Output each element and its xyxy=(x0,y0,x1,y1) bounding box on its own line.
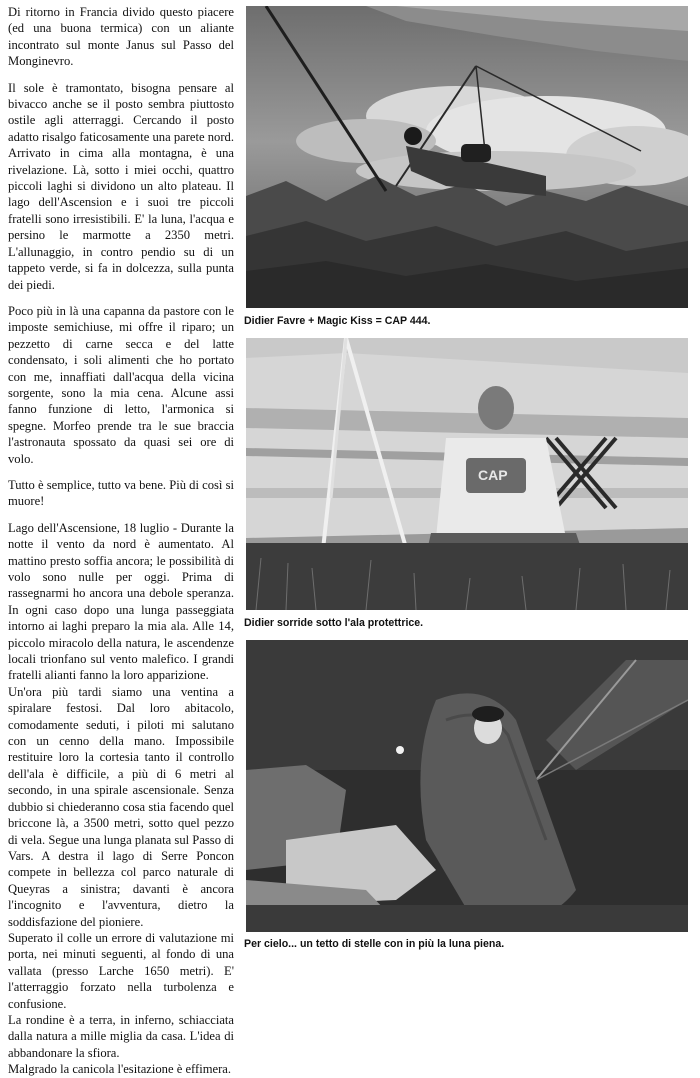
paragraph-2: Il sole è tramontato, bisogna pensare al bivacco anche se il posto sembra piuttosto ostile agli atterraggi. Cercando il posto adatto risalgo faticosamente una parete nord. Arrivato in cima alla montagna, è una rivelazione. Là, sotto i miei occhi, quattro piccoli laghi si dividono un alto plateau. Il lago dell'Ascension e i suoi tre piccoli fratelli sono irresistibili. E' la luna, l'acqua e persino le marmotte a 2350 metri. L'allunaggio, in contro pendio su di un tappeto verde, si fa in dolcezza, sulla punta dei piedi. xyxy=(8,80,234,292)
paragraph-5: Lago dell'Ascensione, 18 luglio - Durante la notte il vento da nord è aumentato. Al mattino presto soffia ancora; le possibilità di volo sono nulle per oggi. Prima di rassegnarmi ho ancora una debole speranza. In ogni caso dopo una lunga passeggiata intorno ai laghi preparo la mia ala. Alle 14, piccolo miracolo della natura, le ascendenze locali trionfano sul vento malefico. I grandi fratelli alianti fanno la loro apparizione. xyxy=(8,520,234,683)
photo2-sign-text: CAP xyxy=(478,467,508,483)
paragraph-9: Malgrado la canicola l'esitazione è effimera. xyxy=(8,1062,232,1077)
photo-caption-3: Per cielo... un tetto di stelle con in più la luna piena. xyxy=(244,938,505,950)
paragraph-3: Poco più in là una capanna da pastore con le imposte semichiuse, mi offre il riparo; un pezzetto di carne secca e del latte condensato, i soli alimenti che ho portato con me, innaffiati dall'acqua della vicina sorgente, sono la mia cena. Alcune assi fanno funzione di letto, l'armonica si spegne. Morfeo prende tra le sue braccia l'astronauta spossato da quasi sei ore di volo. xyxy=(8,303,234,466)
photo-pilot-under-wing xyxy=(246,338,688,610)
paragraph-6: Un'ora più tardi siamo una ventina a spiralare festosi. Dal loro abitacolo, comodamente seduti, i piloti mi salutano con un cenno della mano. Impossibile restituire loro la cortesia tanto il controllo dell'ala è difficile, a più di 6 metri al secondo, in una spirale ascensionale. Senza dubbio si chiederanno cosa stia facendo quel briccone là, a 3500 metri, sotto quel pezzo di vela. Segue una lunga planata sul Passo di Vars. A destra il lago di Serre Poncon compete in bellezza col parco naturale di Queyras a sinistra; davanti è ancora l'incognito e l'avventura, dietro la soddisfazione del pioniere. xyxy=(8,684,234,929)
article-text-column xyxy=(8,4,234,1078)
paragraph-8: La rondine è a terra, in inferno, schiacciata dalla natura a mille miglia da casa. L'idea di abbandonare la sfiora. xyxy=(8,1012,234,1060)
paragraph-7: Superato il colle un errore di valutazione mi porta, nei minuti seguenti, al fondo di una vallata (presso Larche 1650 metri). E' l'atterraggio forzato nella turbolenza e confusione. xyxy=(8,930,234,1011)
photo-night-bivouac xyxy=(246,640,688,932)
paragraph-4: Tutto è semplice, tutto va bene. Più di così si muore! xyxy=(8,477,234,509)
photo-caption-2: Didier sorride sotto l'ala protettrice. xyxy=(244,617,424,629)
photo-hang-glider-flight xyxy=(246,6,688,308)
paragraph-1: Di ritorno in Francia divido questo piacere (ed una buona termica) con un aliante incontrato sul monte Janus sul Passo del Monginevro. xyxy=(8,5,234,69)
photo-caption-1: Didier Favre + Magic Kiss = CAP 444. xyxy=(244,315,431,327)
